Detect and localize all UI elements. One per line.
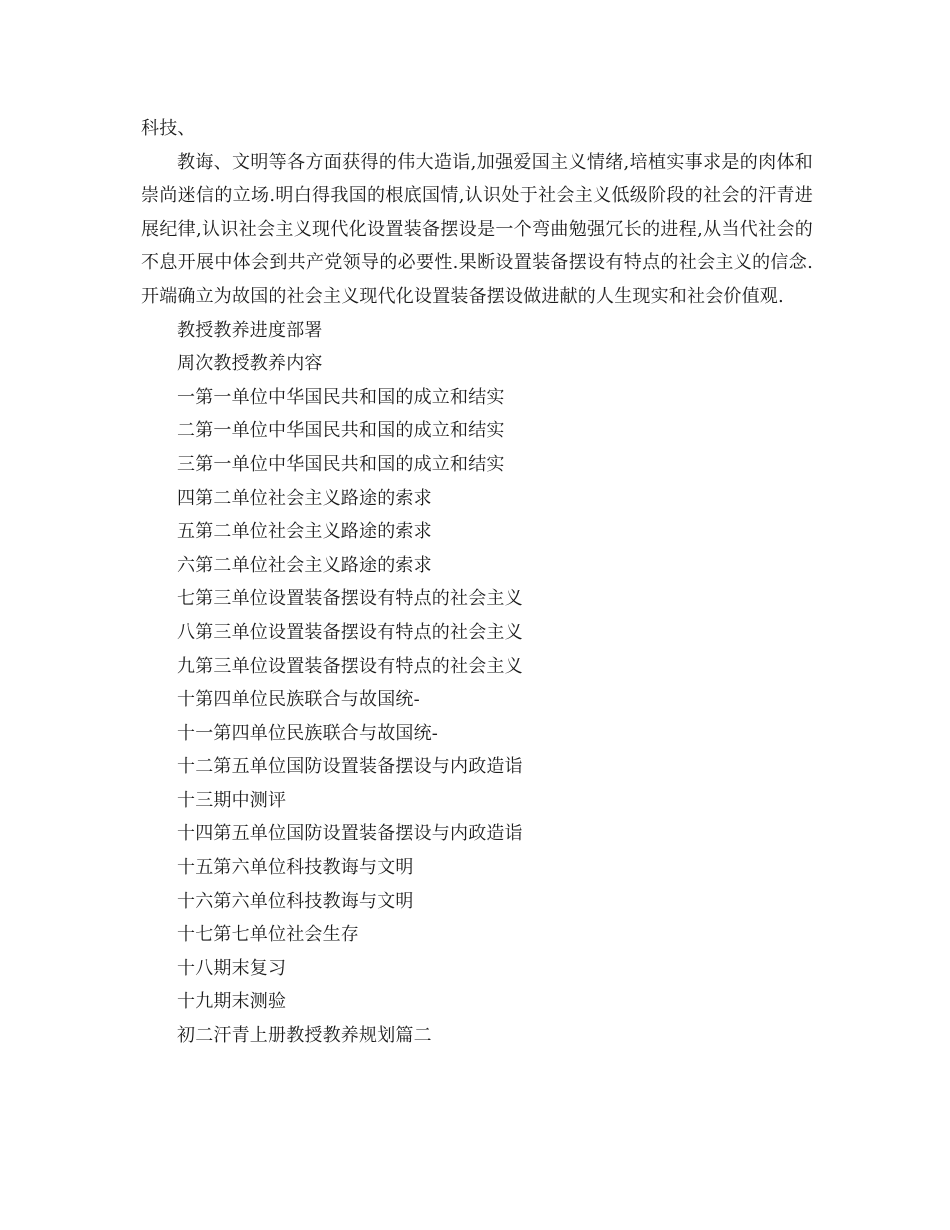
schedule-heading: 教授教养进度部署 [177,319,323,341]
schedule-list [141,381,813,1019]
schedule-item: 十六第六单位科技教诲与文明 [177,890,414,912]
schedule-item: 四第二单位社会主义路途的索求 [177,487,432,509]
closing-title: 初二汗青上册教授教养规划篇二 [177,1025,432,1047]
schedule-item: 十八期末复习 [177,957,287,979]
schedule-item: 十四第五单位国防设置装备摆设与内政造诣 [177,823,523,845]
schedule-item: 十二第五单位国防设置装备摆设与内政造诣 [177,756,523,778]
document-page [141,112,813,1053]
schedule-item: 三第一单位中华国民共和国的成立和结实 [177,453,505,475]
schedule-item: 九第三单位设置装备摆设有特点的社会主义 [177,655,523,677]
schedule-item: 二第一单位中华国民共和国的成立和结实 [177,420,505,442]
body-paragraph: 教诲、文明等各方面获得的伟大造诣,加强爱国主义情绪,培植实事求是的肉体和崇尚迷信的立场.明白得我国的根底国情,认识处于社会主义低级阶段的社会的汗青进展纪律,认识社会主义现代化设置装备摆设是一个弯曲勉强冗长的进程,从当代社会的不息开展中体会到共产党领导的必要性.果断设置装备摆设有特点的社会主义的信念.开端确立为故国的社会主义现代化设置装备摆设做进献的人生现实和社会价值观. [141,151,813,307]
schedule-item: 十九期末测验 [177,991,287,1013]
schedule-subheading: 周次教授教养内容 [177,353,323,375]
schedule-item: 六第二单位社会主义路途的索求 [177,554,432,576]
schedule-item: 十五第六单位科技教诲与文明 [177,857,414,879]
first-line-text: 科技、 [141,118,196,139]
schedule-item: 十三期中测评 [177,789,287,811]
schedule-item: 八第三单位设置装备摆设有特点的社会主义 [177,621,523,643]
schedule-item: 七第三单位设置装备摆设有特点的社会主义 [177,588,523,610]
schedule-item: 十第四单位民族联合与故国统- [177,689,420,711]
schedule-item: 十一第四单位民族联合与故国统- [177,722,439,744]
schedule-item: 五第二单位社会主义路途的索求 [177,521,432,543]
schedule-item: 一第一单位中华国民共和国的成立和结实 [177,386,505,408]
schedule-item: 十七第七单位社会生存 [177,924,359,946]
